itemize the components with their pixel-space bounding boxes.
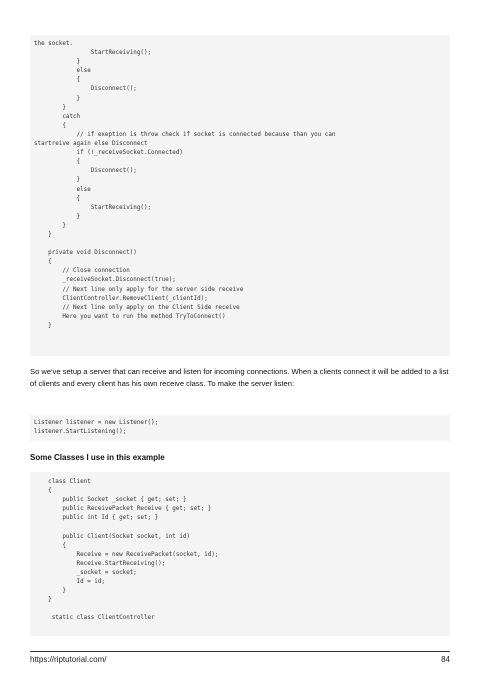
code-line: StartReceiving(); bbox=[34, 204, 152, 211]
code-line: } bbox=[34, 213, 81, 220]
code-line: else bbox=[34, 68, 91, 75]
code-line: public Socket _socket { get; set; } bbox=[34, 497, 187, 504]
code-line: { bbox=[34, 488, 52, 495]
code-line: if (!_receiveSocket.Connected) bbox=[34, 150, 183, 157]
code-line: { bbox=[34, 259, 52, 266]
code-block-disconnect bbox=[30, 35, 450, 356]
code-line: } bbox=[34, 222, 66, 229]
code-line: Here you want to run the method TryToConnect() bbox=[34, 313, 226, 320]
footer-divider bbox=[30, 651, 450, 652]
code-line: // Next line only apply on the Client Side receive bbox=[34, 304, 240, 311]
code-line: public Client(Socket socket, int id) bbox=[34, 533, 191, 540]
code-line: class Client bbox=[34, 479, 91, 485]
code-line: else bbox=[34, 186, 91, 193]
page-number: 84 bbox=[441, 655, 450, 664]
code-line: ClientController.RemoveClient(_clientId); bbox=[34, 295, 208, 302]
code-line: Listener listener = new Listener(); bbox=[34, 420, 159, 426]
footer-url: https://riptutorial.com/ bbox=[30, 655, 107, 664]
code-line: listener.StartListening(); bbox=[34, 429, 127, 436]
code-line: } bbox=[34, 104, 66, 111]
code-line: } bbox=[34, 597, 52, 604]
code-line: _socket = socket; bbox=[34, 569, 137, 576]
code-line: StartReceiving(); bbox=[34, 50, 152, 57]
code-line: // if exeption is throw check if socket is connected because than you can bbox=[34, 131, 336, 138]
code-line: private void Disconnect() bbox=[34, 250, 137, 257]
code-line: } bbox=[34, 231, 52, 238]
server-listen-paragraph: So we've setup a server that can receive and listen for incoming connections. When a clients connect it will be added to a list of clients and every client has his own receive class. To make the server listen: bbox=[30, 367, 449, 389]
code-line: _receiveSocket.Disconnect(true); bbox=[34, 277, 176, 284]
code-line: } bbox=[34, 95, 81, 102]
code-line: // Next line only apply for the server side receive bbox=[34, 286, 244, 293]
code-line: startreive again else Disconnect bbox=[34, 141, 148, 148]
code-line: the socket. bbox=[34, 41, 74, 47]
code-line bbox=[34, 240, 450, 249]
code-line: { bbox=[34, 159, 81, 166]
code-line: Disconnect(); bbox=[34, 168, 137, 175]
code-line: Receive.StartReceiving(); bbox=[34, 560, 166, 567]
code-block-listener bbox=[30, 415, 450, 441]
code-line: Id = id; bbox=[34, 579, 105, 586]
code-line: Receive = new ReceivePacket(socket, id); bbox=[34, 551, 219, 558]
code-line: } bbox=[34, 59, 81, 66]
code-line: } bbox=[34, 322, 52, 329]
code-line: } bbox=[34, 177, 81, 184]
code-line bbox=[34, 523, 450, 532]
code-line: static class ClientController bbox=[34, 615, 155, 622]
code-line: { bbox=[34, 77, 81, 84]
code-line: { bbox=[34, 122, 66, 129]
code-block-client-class bbox=[30, 472, 450, 636]
code-line: { bbox=[34, 195, 81, 202]
code-line: catch bbox=[34, 113, 81, 120]
code-line: Disconnect(); bbox=[34, 86, 137, 93]
section-heading: Some Classes I use in this example bbox=[30, 453, 165, 462]
code-line: } bbox=[34, 588, 66, 595]
code-line: { bbox=[34, 542, 66, 549]
code-line: // Close connection bbox=[34, 268, 130, 275]
code-line bbox=[34, 605, 450, 614]
code-line: public ReceivePacket Receive { get; set; } bbox=[34, 506, 212, 513]
code-line: public int Id { get; set; } bbox=[34, 515, 159, 522]
